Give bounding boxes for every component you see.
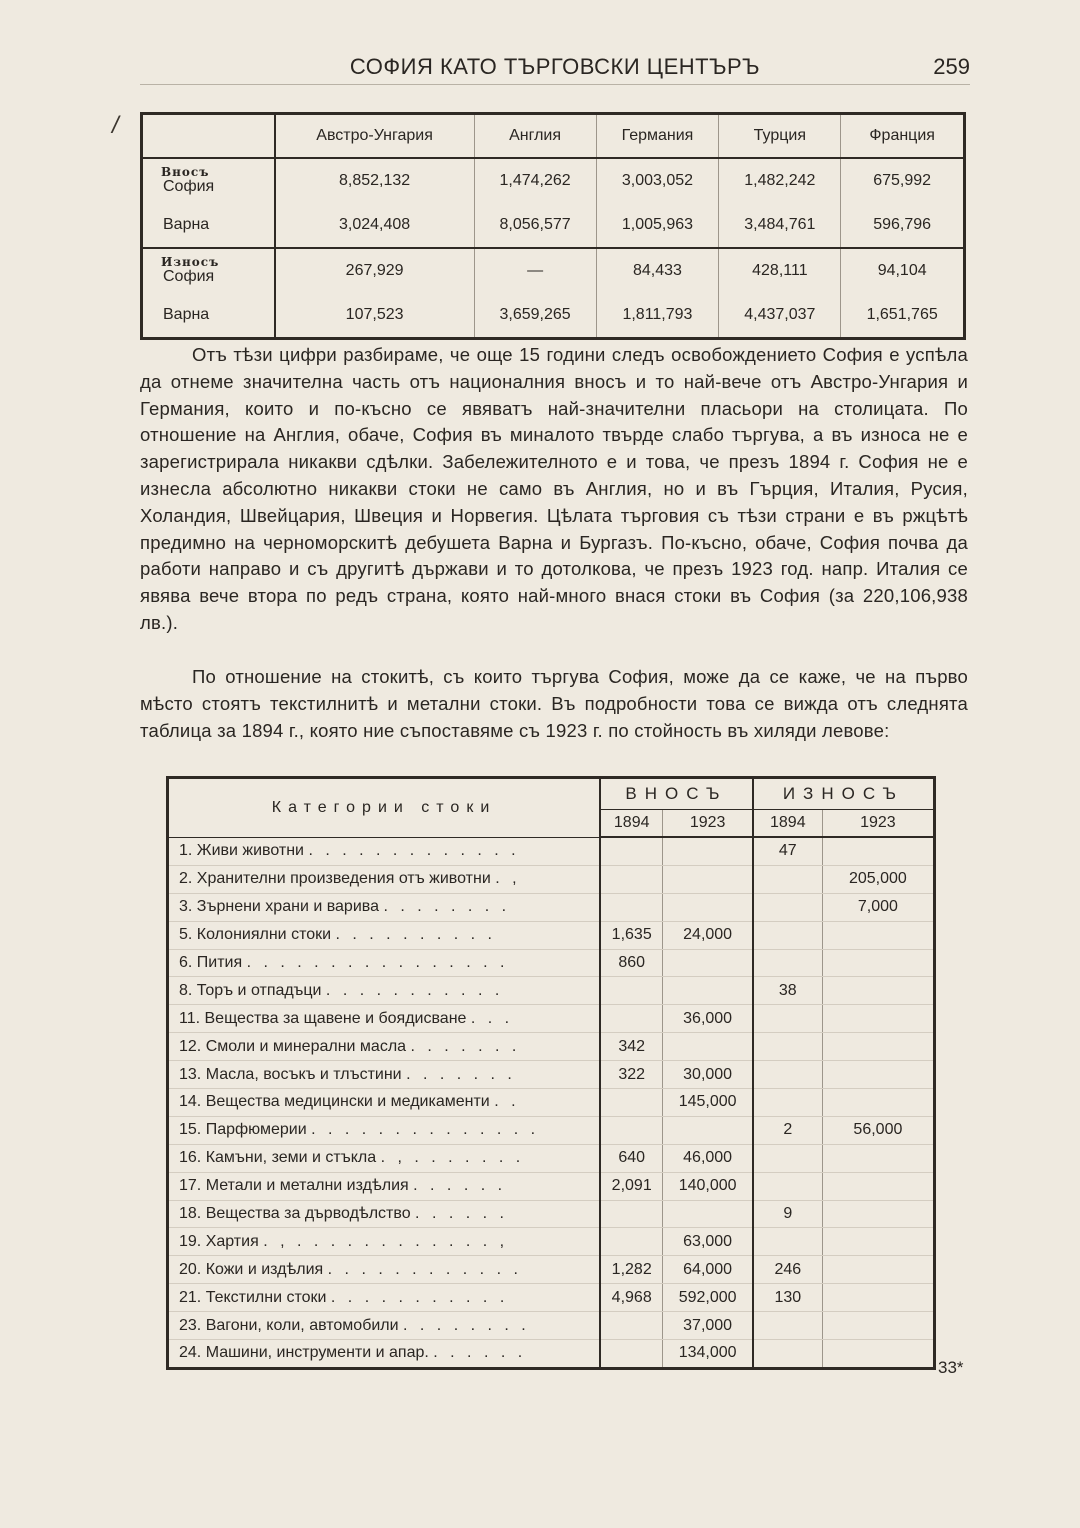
leader-dots: . . . [470,1009,514,1027]
category-cell: 5. Колониялни стоки . . . . . . . . . . [168,921,601,949]
export-header: ИЗНОСЪ [753,778,935,810]
value-cell-exp1894: 47 [753,837,822,865]
leader-dots: . . . . . . . . . . . . . . [311,1121,540,1139]
value-cell-imp1894: 342 [600,1033,663,1061]
category-cell: 15. Парфюмерии . . . . . . . . . . . . . . [168,1116,601,1144]
import-header: ВНОСЪ [600,778,753,810]
category-cell: 6. Пития . . . . . . . . . . . . . . . . [168,949,601,977]
category-cell: 20. Кожи и издѣлия . . . . . . . . . . . . [168,1256,601,1284]
table-row [168,893,935,921]
table-row [168,1340,935,1369]
value-cell-exp1894 [753,1228,822,1256]
value-cell-imp1894 [600,1200,663,1228]
leader-dots: . . . . . . [413,1177,507,1195]
value-cell-imp1894 [600,893,663,921]
leader-dots: . . . . . . [415,1205,508,1223]
value-cell-exp1923: 56,000 [822,1116,934,1144]
category-cell: 3. Зърнени храни и варива . . . . . . . . [168,893,601,921]
value-cell-imp1894 [600,1340,663,1369]
value-cell-exp1894: 38 [753,977,822,1005]
pencil-mark-icon: / [112,112,119,139]
table-row [168,1256,935,1284]
value-cell-exp1923 [822,1228,934,1256]
leader-dots: . . . . . . . . . . . [325,981,504,999]
column-header: Франция [841,114,965,159]
table-cell: 1,651,765 [841,293,965,339]
value-cell-imp1923 [663,865,753,893]
value-cell-exp1894 [753,1172,822,1200]
table-row [168,1312,935,1340]
leader-dots: . . [494,1093,520,1111]
category-cell: 11. Вещества за щавене и боядисване . . . [168,1005,601,1033]
table-row [142,158,965,203]
value-cell-imp1923: 24,000 [663,921,753,949]
table-row [142,203,965,248]
table-row [168,1284,935,1312]
leader-dots: . . . . . . . [406,1065,516,1083]
value-cell-exp1923 [822,1312,934,1340]
value-cell-imp1894 [600,1228,663,1256]
column-header: Англия [474,114,596,159]
value-cell-exp1894: 130 [753,1284,822,1312]
table-cell: 1,005,963 [596,203,719,248]
category-cell: 18. Вещества за дърводѣлство . . . . . . [168,1200,601,1228]
table-cell: 1,811,793 [596,293,719,339]
table-row [168,1089,935,1117]
column-header: Австро-Унгария [275,114,475,159]
leader-dots: . . . . . . . . . . . [330,1288,509,1306]
value-cell-imp1923: 592,000 [663,1284,753,1312]
category-cell: 21. Текстилни стоки . . . . . . . . . . . [168,1284,601,1312]
table-cell: 1,474,262 [474,158,596,203]
table-cell: — [474,248,596,293]
table-row [168,1200,935,1228]
table-row [168,837,935,865]
value-cell-imp1894: 860 [600,949,663,977]
category-cell: 13. Масла, восъкъ и тлъстини . . . . . . . [168,1061,601,1089]
value-cell-exp1923 [822,1340,934,1369]
value-cell-imp1923 [663,977,753,1005]
table-row [168,1005,935,1033]
value-cell-imp1894 [600,837,663,865]
value-cell-exp1894 [753,949,822,977]
table-cell: 84,433 [596,248,719,293]
value-cell-exp1894 [753,1340,822,1369]
year-header: 1923 [822,810,934,838]
value-cell-exp1923 [822,1200,934,1228]
table-row [142,248,965,293]
value-cell-exp1923 [822,921,934,949]
value-cell-exp1894 [753,1033,822,1061]
trade-by-country-table [140,112,966,340]
category-cell: 19. Хартия . , . . . . . . . . . . . . , [168,1228,601,1256]
value-cell-imp1923 [663,893,753,921]
value-cell-imp1923: 36,000 [663,1005,753,1033]
leader-dots: . . . . . . . . [383,898,511,916]
value-cell-imp1923: 145,000 [663,1089,753,1117]
value-cell-exp1923: 205,000 [822,865,934,893]
value-cell-imp1894 [600,1312,663,1340]
value-cell-imp1923 [663,1116,753,1144]
value-cell-imp1894 [600,1116,663,1144]
value-cell-imp1894: 322 [600,1061,663,1089]
value-cell-exp1894 [753,865,822,893]
value-cell-exp1894 [753,1089,822,1117]
table-row [168,977,935,1005]
value-cell-imp1923 [663,837,753,865]
value-cell-imp1923: 64,000 [663,1256,753,1284]
value-cell-imp1894: 1,282 [600,1256,663,1284]
value-cell-exp1923 [822,1061,934,1089]
year-header: 1923 [663,810,753,838]
leader-dots: . . . . . . . . . . [335,926,496,944]
leader-dots: . , [495,870,521,888]
table-cell: 675,992 [841,158,965,203]
year-header: 1894 [600,810,663,838]
value-cell-exp1894 [753,1312,822,1340]
table-row [168,1172,935,1200]
table-cell: 596,796 [841,203,965,248]
table-cell: 3,003,052 [596,158,719,203]
table-cell: 428,111 [719,248,841,293]
category-cell: 14. Вещества медицински и медикаменти . . [168,1089,601,1117]
value-cell-exp1894: 246 [753,1256,822,1284]
table-cell: 94,104 [841,248,965,293]
value-cell-imp1923: 37,000 [663,1312,753,1340]
category-cell: 1. Живи животни . . . . . . . . . . . . . [168,837,601,865]
value-cell-imp1923 [663,1033,753,1061]
value-cell-imp1894: 1,635 [600,921,663,949]
value-cell-exp1923 [822,1005,934,1033]
category-cell: 2. Хранителни произведения отъ животни . , [168,865,601,893]
value-cell-exp1923 [822,1089,934,1117]
category-header: Категории стоки [168,778,601,838]
value-cell-imp1923 [663,949,753,977]
table-row [168,1061,935,1089]
value-cell-exp1923 [822,1256,934,1284]
value-cell-exp1923 [822,949,934,977]
row-label: Варна [142,293,275,339]
column-header: Турция [719,114,841,159]
table-cell: 8,852,132 [275,158,475,203]
category-cell: 23. Вагони, коли, автомобили . . . . . . . . [168,1312,601,1340]
value-cell-exp1894 [753,1005,822,1033]
year-header: 1894 [753,810,822,838]
category-cell: 17. Метали и метални издѣлия . . . . . . [168,1172,601,1200]
value-cell-exp1894: 2 [753,1116,822,1144]
table-row [168,949,935,977]
running-title: СОФИЯ КАТО ТЪРГОВСКИ ЦЕНТЪРЪ [349,54,761,79]
table-row [168,1033,935,1061]
value-cell-imp1923: 30,000 [663,1061,753,1089]
body-paragraph: Отъ тѣзи цифри разбираме, че още 15 години следъ освобождението София е успѣла да отнеме значителна часть отъ националния вносъ и то най-вече отъ Австро-Унгария и Германия, които и по-късно се явяватъ най-значителни пласьори на столицата. По отношение на Англия, обаче, София въ миналото твърде слабо търгува, а въ износа не е зарегистрирала никакви сдѣлки. Забележителното е и това, че презъ 1894 г. София не е изнесла абсолютно никакви стоки не само въ Англия, но и въ Гърция, Италия, Русия, Холандия, Швейцария, Швеция и Норвегия. Цѣлата търговия съ тѣзи страни е въ ржцѣтѣ предимно на черноморскитѣ дебушета Варна и Бургазъ. По-късно, обаче, София почва да работи направо и съ другитѣ държави и то дотолкова, че презъ 1923 год. напр. Италия се явява вече втора по редъ страна, която най-много внася стоки въ София (за 220,106,938 лв.). [140,344,968,633]
table-row [168,865,935,893]
value-cell-imp1923 [663,1200,753,1228]
table-cell: 3,024,408 [275,203,475,248]
value-cell-exp1923 [822,1284,934,1312]
row-label: Варна [142,203,275,248]
table-cell: 3,484,761 [719,203,841,248]
category-cell: 24. Машини, инструменти и апар. . . . . . . [168,1340,601,1369]
signature-mark: 33* [938,1358,964,1377]
table-row [168,1228,935,1256]
goods-category-table [166,776,936,1370]
table-cell: 3,659,265 [474,293,596,339]
leader-dots: . . . . . . . . . . . . [327,1260,522,1278]
leader-dots: . , . . . . . . . [380,1149,525,1167]
table-cell: 267,929 [275,248,475,293]
value-cell-exp1894: 9 [753,1200,822,1228]
value-cell-imp1894 [600,1005,663,1033]
value-cell-imp1894 [600,977,663,1005]
section-label: Вносъ [161,165,210,179]
value-cell-imp1894 [600,1089,663,1117]
section-label: Износъ [161,255,220,269]
row-label: Износъ София [142,248,275,293]
value-cell-exp1923 [822,977,934,1005]
value-cell-imp1894 [600,865,663,893]
value-cell-exp1894 [753,1144,822,1172]
table-cell: 1,482,242 [719,158,841,203]
leader-dots: . , . . . . . . . . . . . . , [263,1232,509,1250]
value-cell-exp1894 [753,1061,822,1089]
page-number: 259 [933,54,970,79]
value-cell-exp1923 [822,837,934,865]
value-cell-exp1894 [753,893,822,921]
value-cell-imp1923: 134,000 [663,1340,753,1369]
table-cell: 8,056,577 [474,203,596,248]
category-cell: 8. Торъ и отпадъци . . . . . . . . . . . [168,977,601,1005]
table-cell: 4,437,037 [719,293,841,339]
value-cell-imp1894: 2,091 [600,1172,663,1200]
value-cell-exp1923 [822,1172,934,1200]
table-row [142,293,965,339]
category-cell: 12. Смоли и минерални масла . . . . . . . [168,1033,601,1061]
page-header [140,52,970,85]
category-cell: 16. Камъни, земи и стъкла . , . . . . . . . [168,1144,601,1172]
value-cell-imp1923: 63,000 [663,1228,753,1256]
value-cell-exp1923 [822,1033,934,1061]
table-row [168,921,935,949]
leader-dots: . . . . . . . . [403,1316,530,1334]
value-cell-imp1923: 46,000 [663,1144,753,1172]
value-cell-exp1894 [753,921,822,949]
row-label: Вносъ София [142,158,275,203]
leader-dots: . . . . . . . . . . . . . [308,842,520,860]
value-cell-imp1923: 140,000 [663,1172,753,1200]
value-cell-imp1894: 640 [600,1144,663,1172]
value-cell-exp1923 [822,1144,934,1172]
body-paragraph: По отношение на стокитѣ, съ които търгува София, може да се каже, че на първо мѣсто стоятъ текстилнитѣ и метални стоки. Въ подробности това се вижда отъ следнята таблица за 1894 г., която ние съпоставяме съ 1923 г. по стойность въ хиляди левове: [140,666,968,741]
table-corner [142,114,275,159]
leader-dots: . . . . . . . . . . . . . . . . [246,954,509,971]
table-row [168,1144,935,1172]
column-header: Германия [596,114,719,159]
table-row [168,1116,935,1144]
value-cell-exp1923: 7,000 [822,893,934,921]
table-cell: 107,523 [275,293,475,339]
value-cell-imp1894: 4,968 [600,1284,663,1312]
leader-dots: . . . . . . [433,1344,527,1362]
leader-dots: . . . . . . . [410,1037,521,1055]
